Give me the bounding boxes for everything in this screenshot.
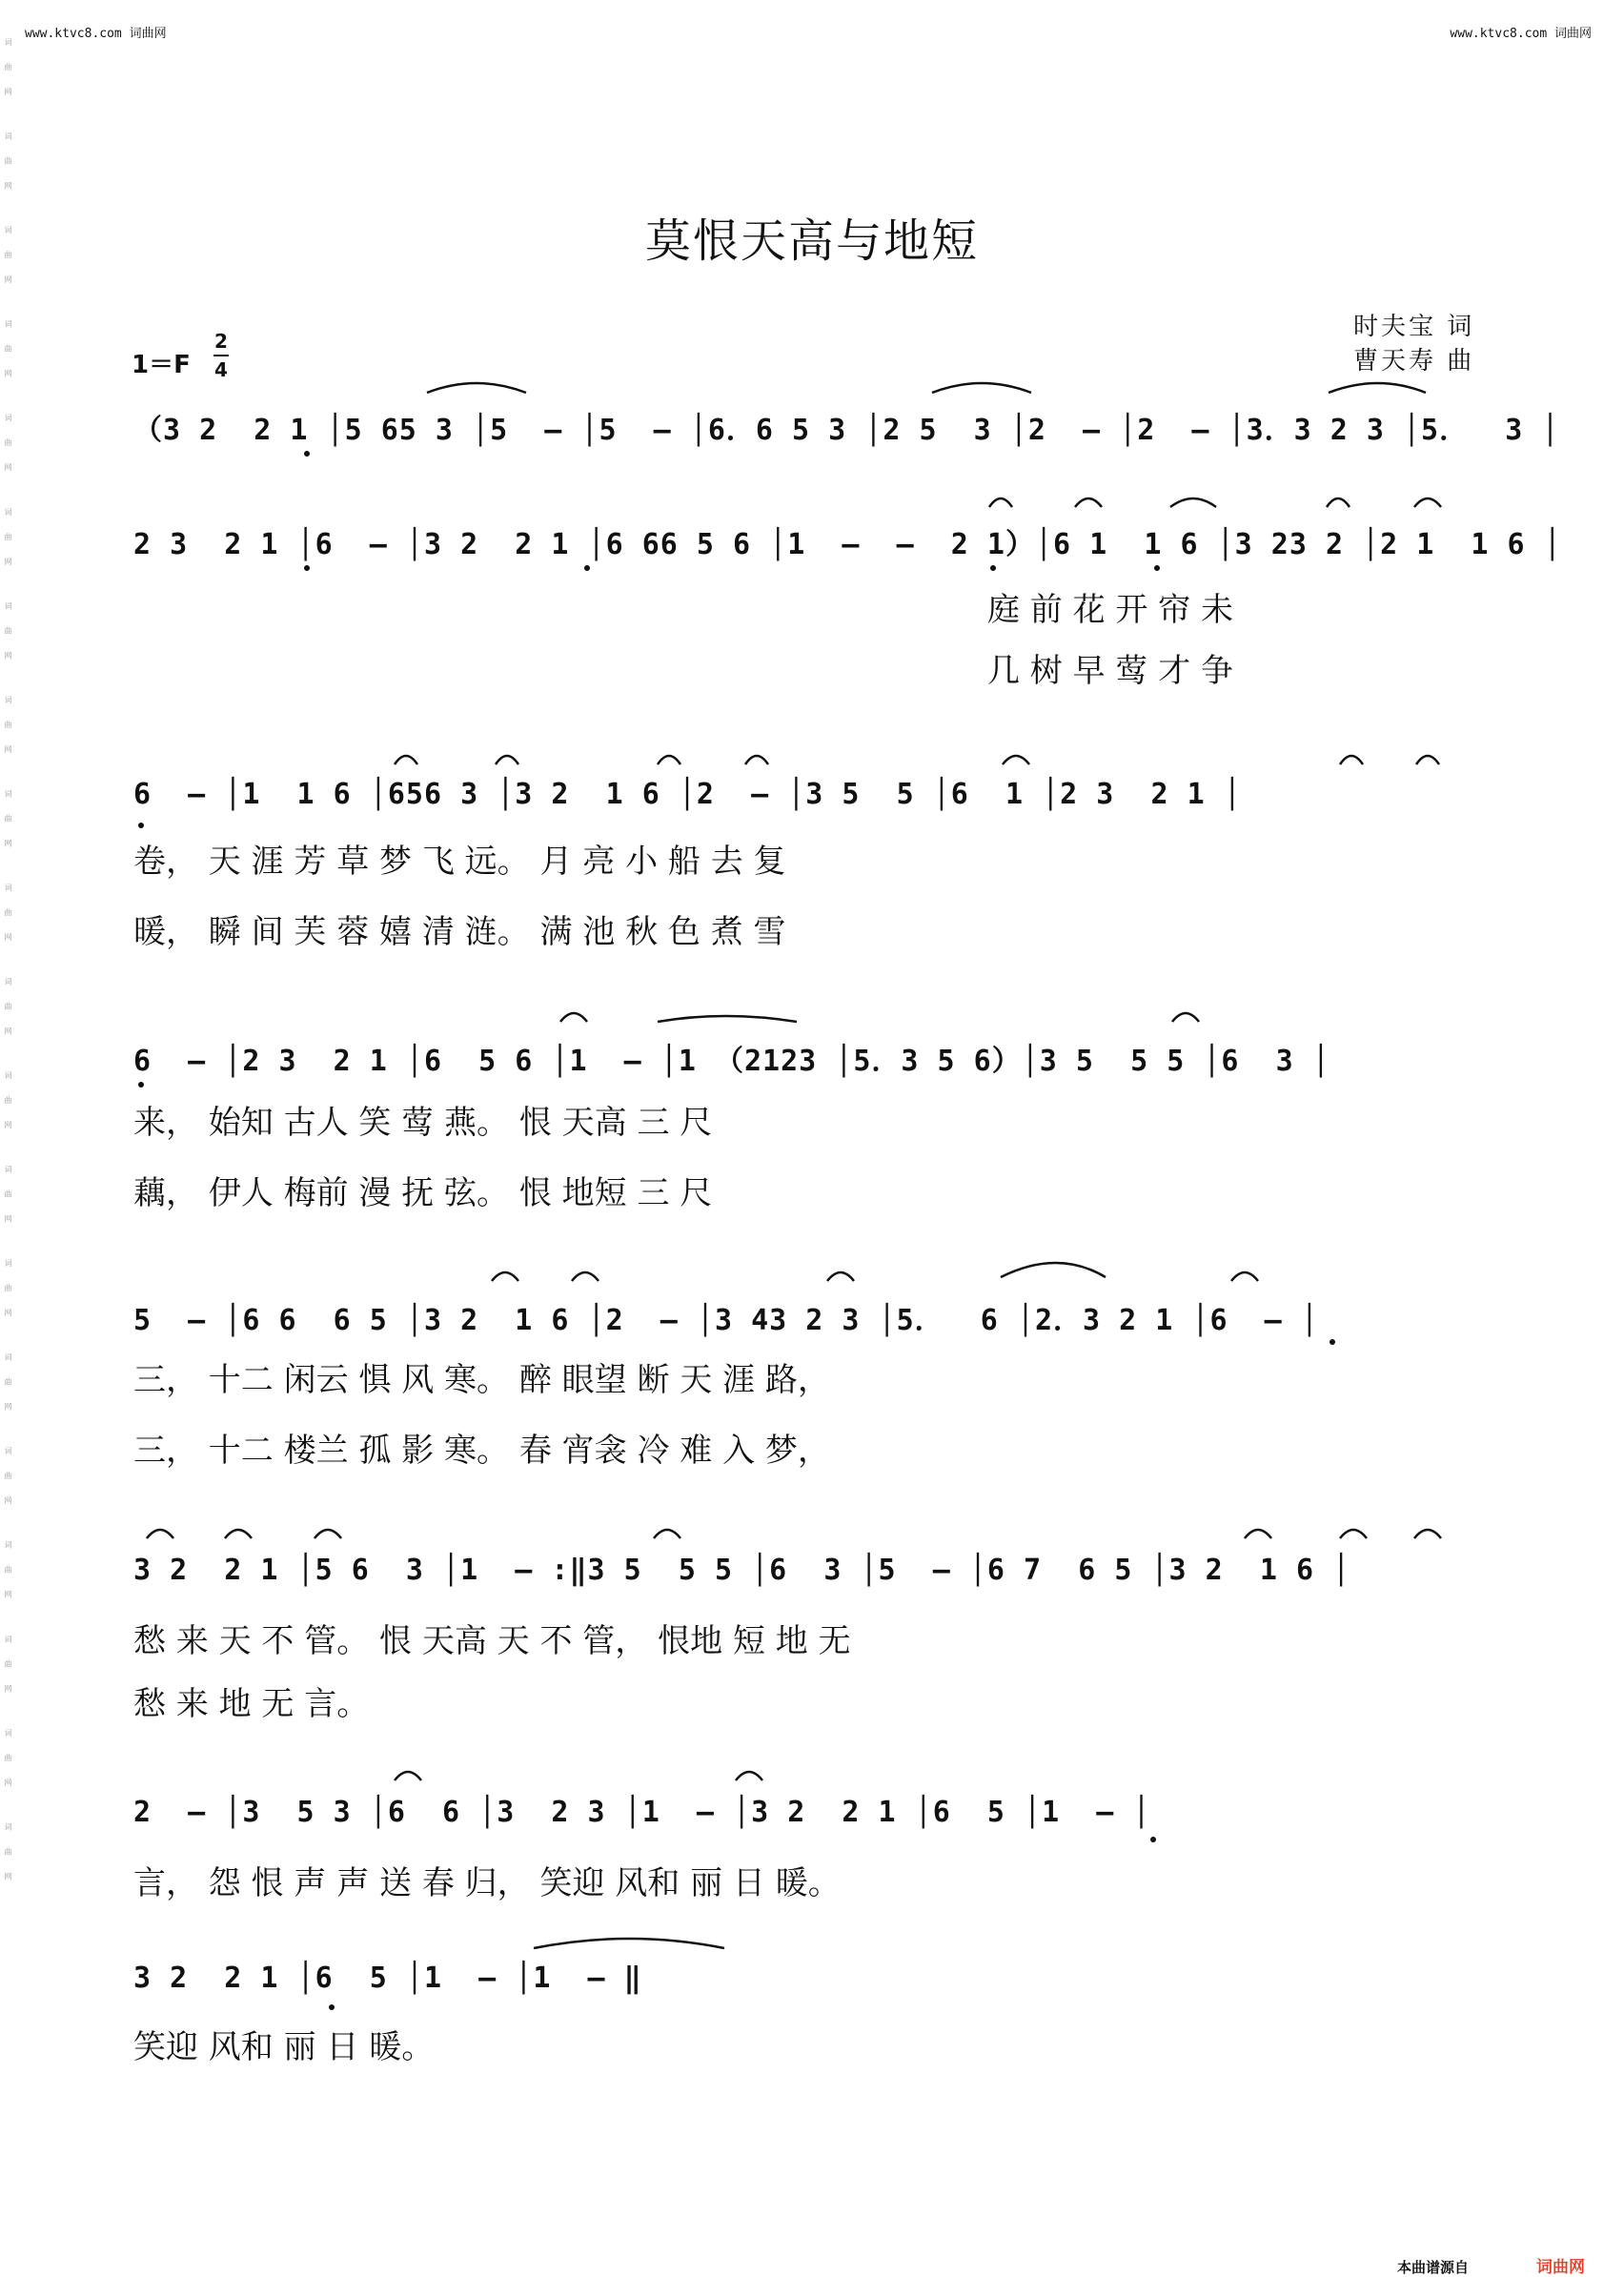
- lyric-row-6-verse-1: 愁 来 天 不 管。 恨 天高 天 不 管， 恨地 短 地 无: [133, 1622, 851, 1660]
- notation-row-7: 2 – │3 5 3 │6 6 │3 2 3 │1 – │3 2 2 1 │6 5 │1 – │: [133, 1796, 1151, 1829]
- notation-row-3: 6 – │1 1 6 │656 3 │3 2 1 6 │2 – │3 5 5 │6 1 │2 3 2 1 │: [133, 778, 1242, 811]
- lyric-row-3-verse-1: 卷， 天 涯 芳 草 梦 飞 远。 月 亮 小 船 去 复: [133, 843, 786, 881]
- tie-mark: [1329, 383, 1426, 393]
- lyric-row-3-verse-2: 暖， 瞬 间 芙 蓉 嬉 清 涟。 满 池 秋 色 煮 雪: [133, 913, 786, 951]
- slur-mark: [1414, 1530, 1441, 1538]
- tie-mark: [658, 1016, 797, 1022]
- slur-mark: [225, 1530, 252, 1538]
- notation-row-1: （3 2 2 1 │5 65 3 │5 – │5 – │6．6 5 3 │2 5 3 │2 – │2 – │3．3 2 3 │5． 3 │: [133, 414, 1560, 447]
- notation-row-8: 3 2 2 1 │6 5 │1 – │1 – ‖: [133, 1962, 642, 1995]
- lyric-row-7: 言， 怨 恨 声 声 送 春 归， 笑迎 风和 丽 日 暖。: [133, 1864, 841, 1902]
- slur-mark: [827, 1272, 854, 1281]
- notation-row-5: 5 – │6 6 6 5 │3 2 1 6 │2 – │3 43 2 3 │5． 6 │2．3 2 1 │6 – │: [133, 1304, 1319, 1337]
- lyric-row-5-verse-1: 三， 十二 闲云 惧 风 寒。 醉 眼望 断 天 涯 路，: [133, 1361, 830, 1399]
- slur-mark: [395, 756, 417, 764]
- slur-mark: [736, 1772, 762, 1780]
- slur-mark: [560, 1013, 587, 1022]
- lyric-row-4-verse-1: 来， 始知 古人 笑 莺 燕。 恨 天高 三 尺: [133, 1104, 713, 1142]
- slur-mark: [1416, 756, 1439, 764]
- slur-mark: [1327, 498, 1350, 507]
- tie-mark: [534, 1939, 724, 1948]
- notation-row-6: 3 2 2 1 │5 6 3 │1 – :‖3 5 5 5 │6 3 │5 – │6 7 6 5 │3 2 1 6 │: [133, 1554, 1351, 1587]
- side-watermark: 词曲网 词曲网 词曲网 词曲网 词曲网 词曲网 词曲网 词曲网 词曲网 词曲网 词曲网 词曲网 词曲网 词曲网 词曲网 词曲网 词曲网 词曲网 词曲网 词曲网: [4, 38, 12, 1898]
- header-left-watermark: www.ktvc8.com 词曲网: [25, 27, 167, 41]
- lyric-row-4-verse-2: 藕， 伊人 梅前 漫 抚 弦。 恨 地短 三 尺: [133, 1174, 713, 1212]
- tie-mark: [932, 383, 1031, 393]
- slur-mark: [496, 756, 518, 764]
- slur-mark: [572, 1272, 599, 1281]
- composer-credit: 曹天寿 曲: [1353, 347, 1475, 376]
- slur-mark: [989, 498, 1012, 507]
- footer-source-label: 本曲谱源自: [1397, 2259, 1470, 2276]
- meter-bottom: 4: [214, 358, 228, 381]
- tie-mark: [1001, 1263, 1106, 1277]
- slur-mark: [745, 756, 768, 764]
- notation-row-2: 2 3 2 1 │6 – │3 2 2 1 │6 66 5 6 │1 – – 2 1）│6 1 1 6 │3 23 2 │2 1 1 6 │: [133, 528, 1562, 561]
- slur-mark: [1075, 498, 1102, 507]
- lyric-row-5-verse-2: 三， 十二 楼兰 孤 影 寒。 春 宵衾 冷 难 入 梦，: [133, 1432, 830, 1470]
- meter-top: 2: [214, 330, 228, 353]
- lyric-row-2-verse-2: 几 树 早 莺 才 争: [987, 652, 1234, 690]
- slur-mark: [1172, 1013, 1199, 1022]
- slur-mark: [1340, 756, 1363, 764]
- header-right-watermark: www.ktvc8.com 词曲网: [1450, 27, 1592, 41]
- page-title: 莫恨天高与地短: [644, 214, 979, 268]
- slur-mark: [654, 1530, 680, 1538]
- lyric-row-2-verse-1: 庭 前 花 开 帘 未: [987, 591, 1234, 629]
- tie-mark: [427, 383, 526, 393]
- slur-mark: [658, 756, 680, 764]
- key-signature: 1＝F: [132, 351, 191, 379]
- footer-logo: 词曲网: [1536, 2258, 1585, 2277]
- lyric-row-8: 笑迎 风和 丽 日 暖。: [133, 2028, 435, 2066]
- slur-mark: [315, 1530, 341, 1538]
- lyricist-credit: 时夫宝 词: [1353, 313, 1475, 341]
- slur-mark: [1245, 1530, 1271, 1538]
- lyric-row-6-verse-2: 愁 来 地 无 言。: [133, 1685, 370, 1723]
- notation-row-4: 6 – │2 3 2 1 │6 5 6 │1 – │1 （2123 │5．3 5 6）│3 5 5 5 │6 3 │: [133, 1045, 1330, 1078]
- slur-mark: [1003, 756, 1029, 764]
- slur-mark: [147, 1530, 173, 1538]
- slur-mark: [1414, 498, 1441, 507]
- slur-mark: [1231, 1272, 1258, 1281]
- slur-mark: [492, 1272, 518, 1281]
- slur-mark: [1340, 1530, 1367, 1538]
- slur-mark: [1170, 498, 1216, 507]
- slur-mark: [395, 1772, 421, 1780]
